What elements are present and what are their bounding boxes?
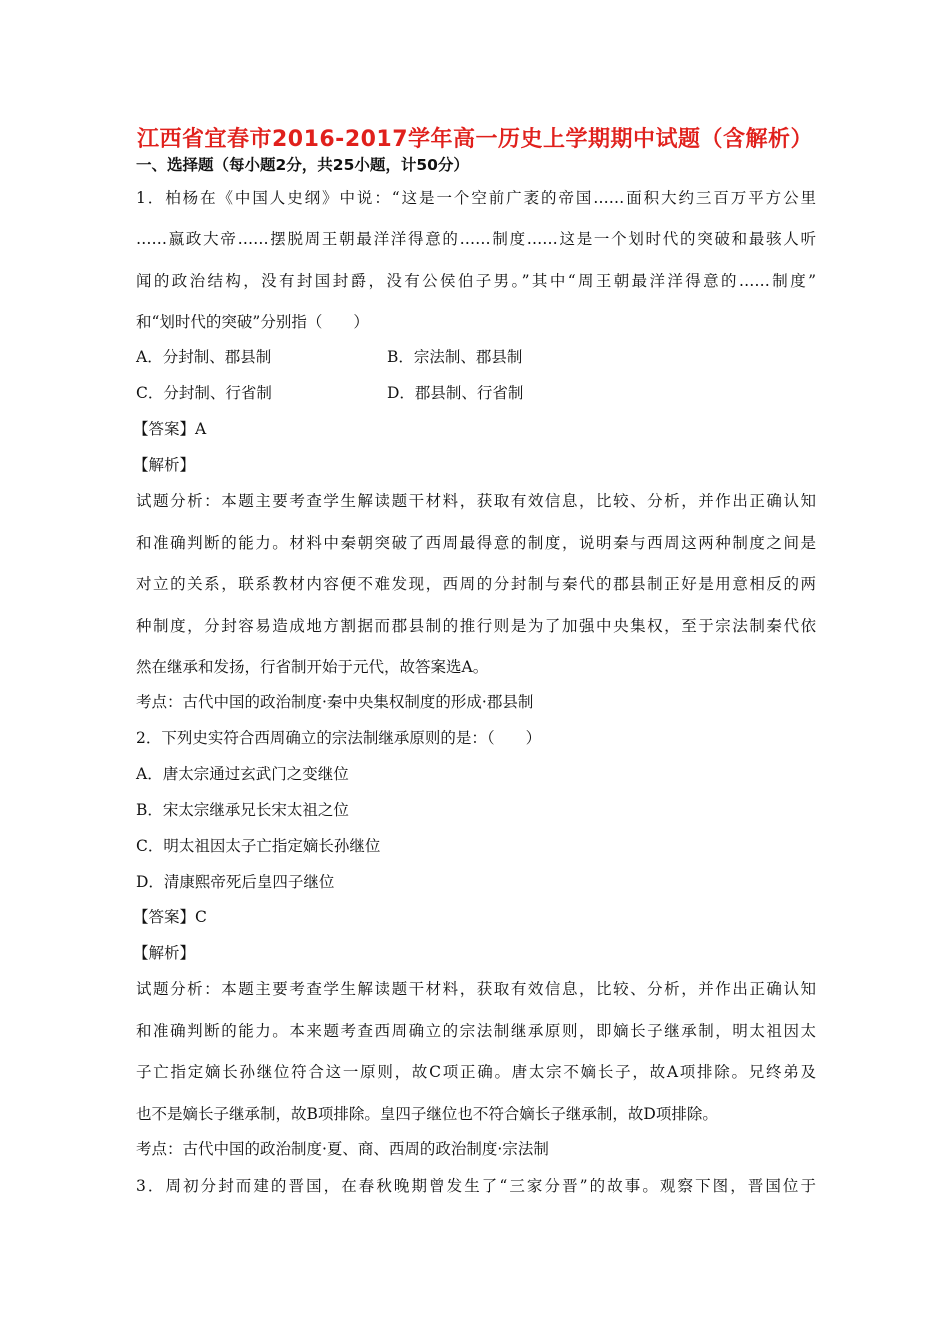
document-title: 江西省宜春市2016-2017学年高一历史上学期期中试题（含解析） <box>136 127 814 152</box>
q1-analysis-line-2: 和准确判断的能力。材料中秦朝突破了西周最得意的制度，说明秦与西周这两种制度之间是 <box>136 534 816 552</box>
q2-option-a: A．唐太宗通过玄武门之变继位 <box>136 765 349 783</box>
q1-analysis-line-1: 试题分析：本题主要考查学生解读题干材料，获取有效信息，比较、分析，并作出正确认知 <box>136 492 816 510</box>
q1-analysis-line-3: 对立的关系，联系教材内容便不难发现，西周的分封制与秦代的郡县制正好是用意相反的两 <box>136 575 816 593</box>
q2-analysis-line-1: 试题分析：本题主要考查学生解读题干材料，获取有效信息，比较、分析，并作出正确认知 <box>136 980 816 998</box>
q1-option-a: A．分封制、郡县制 <box>136 348 272 366</box>
q1-stem-line-2: ……嬴政大帝……摆脱周王朝最洋洋得意的……制度……这是一个划时代的突破和最骇人听 <box>136 230 816 248</box>
q3-stem: 3．周初分封而建的晋国，在春秋晚期曾发生了“三家分晋”的故事。观察下图，晋国位于 <box>136 1177 816 1195</box>
q1-option-c: C．分封制、行省制 <box>136 384 272 402</box>
q2-stem: 2．下列史实符合西周确立的宗法制继承原则的是：（ ） <box>136 729 542 747</box>
q1-analysis-heading: 【解析】 <box>133 456 196 474</box>
q2-analysis-line-2: 和准确判断的能力。本来题考查西周确立的宗法制继承原则，即嫡长子继承制，明太祖因太 <box>136 1022 816 1040</box>
q2-option-b: B．宋太宗继承兄长宋太祖之位 <box>136 801 349 819</box>
q1-answer: 【答案】A <box>133 420 207 438</box>
q2-option-d: D．清康熙帝死后皇四子继位 <box>136 873 335 891</box>
q2-option-c: C．明太祖因太子亡指定嫡长孙继位 <box>136 837 381 855</box>
q1-stem-line-1: 1．柏杨在《中国人史纲》中说：“这是一个空前广袤的帝国……面积大约三百万平方公里 <box>136 189 816 207</box>
q2-analysis-line-4: 也不是嫡长子继承制，故B项排除。皇四子继位也不符合嫡长子继承制，故D项排除。 <box>136 1105 718 1123</box>
q1-stem-line-4: 和“划时代的突破”分别指（ ） <box>136 313 369 331</box>
q2-analysis-line-3: 子亡指定嫡长孙继位符合这一原则，故C项正确。唐太宗不嫡长子，故A项排除。兄终弟及 <box>136 1063 816 1081</box>
section-heading: 一、选择题（每小题2分，共25小题，计50分） <box>136 156 469 174</box>
q1-analysis-line-4: 种制度，分封容易造成地方割据而郡县制的推行则是为了加强中央集权，至于宗法制秦代依 <box>136 617 816 635</box>
q1-stem-line-3: 闻的政治结构，没有封国封爵，没有公侯伯子男。”其中“周王朝最洋洋得意的……制度” <box>136 272 816 290</box>
q1-option-b: B．宗法制、郡县制 <box>387 348 523 366</box>
q2-point: 考点：古代中国的政治制度·夏、商、西周的政治制度·宗法制 <box>136 1140 549 1158</box>
q2-answer: 【答案】C <box>133 908 207 926</box>
q1-option-d: D．郡县制、行省制 <box>387 384 524 402</box>
q2-analysis-heading: 【解析】 <box>133 944 196 962</box>
q1-analysis-line-5: 然在继承和发扬，行省制开始于元代，故答案选A。 <box>136 658 489 676</box>
q1-point: 考点：古代中国的政治制度·秦中央集权制度的形成·郡县制 <box>136 693 534 711</box>
